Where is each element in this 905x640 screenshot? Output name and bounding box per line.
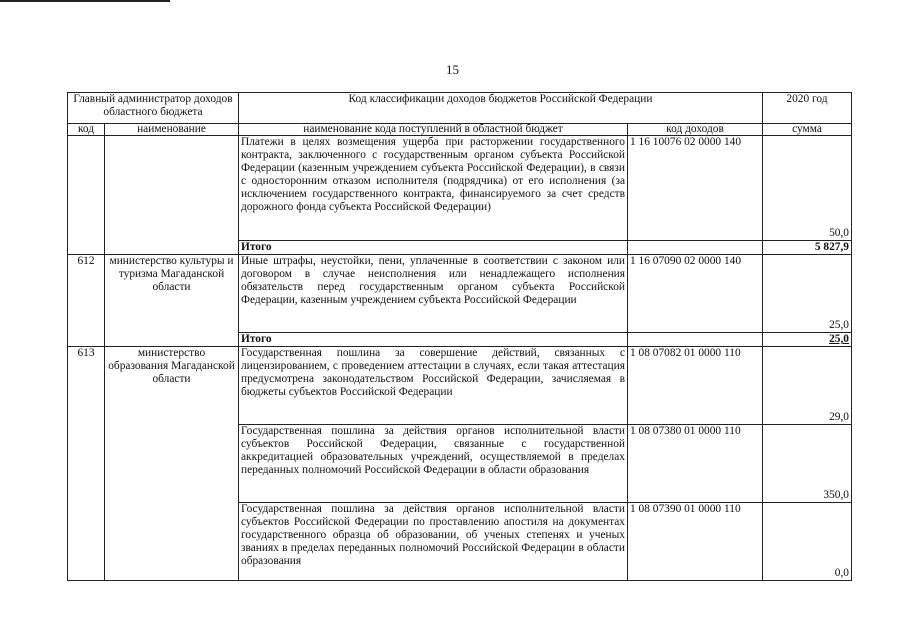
income-sum: 350,0 bbox=[763, 425, 852, 503]
income-sum: 29,0 bbox=[763, 347, 852, 425]
total-label: Итого bbox=[239, 333, 628, 347]
income-description: Государственная пошлина за действия органов исполнительной власти субъектов Российской Федерации, связанные с государственной аккредитацией образовательных учреждений, осуществляемой в пределах переданных полномочий Российской Федерации в области образования bbox=[239, 425, 628, 503]
admin-code-cell bbox=[68, 136, 105, 255]
header-col-name: наименование bbox=[105, 124, 239, 136]
income-code: 1 16 10076 02 0000 140 bbox=[628, 136, 763, 241]
total-label: Итого bbox=[239, 241, 628, 255]
income-code: 1 08 07390 01 0000 110 bbox=[628, 503, 763, 581]
table-row bbox=[68, 255, 852, 333]
income-code: 1 08 07380 01 0000 110 bbox=[628, 425, 763, 503]
table-row bbox=[68, 347, 852, 425]
income-code: 1 08 07082 01 0000 110 bbox=[628, 347, 763, 425]
total-sum: 25,0 bbox=[763, 333, 852, 347]
header-col-sum: сумма bbox=[763, 124, 852, 136]
header-row-1 bbox=[68, 93, 852, 124]
header-admin-group: Главный администратор доходов областного бюджета bbox=[68, 93, 239, 124]
table-row bbox=[68, 136, 852, 241]
income-sum: 25,0 bbox=[763, 255, 852, 333]
income-code: 1 16 07090 02 0000 140 bbox=[628, 255, 763, 333]
income-description: Государственная пошлина за совершение действий, связанных с лицензированием, с проведением аттестации в случаях, если такая аттестация предусмотрена законодательством Российской Федерации, зачисляемая в бюджеты субъектов Российской Федерации bbox=[239, 347, 628, 425]
admin-code: 612 bbox=[68, 255, 105, 347]
page-number: 15 bbox=[446, 62, 459, 77]
admin-code: 613 bbox=[68, 347, 105, 581]
income-description: Иные штрафы, неустойки, пени, уплаченные в соответствии с законом или договором в случае неисполнения или ненадлежащего исполнения обязательств перед государственным органом субъекта Российской Федерации, казенным учреждением субъекта Российской Федерации bbox=[239, 255, 628, 333]
admin-name-cell bbox=[105, 136, 239, 255]
income-description: Государственная пошлина за действия органов исполнительной власти субъектов Российской Федерации по проставлению апостиля на документах государственного образца об образовании, об ученых степенях и ученых званиях в пределах переданных полномочий Российской Федерации в области образования bbox=[239, 503, 628, 581]
admin-name: министерство образования Магаданской области bbox=[105, 347, 239, 581]
income-sum: 50,0 bbox=[763, 136, 852, 241]
income-description: Платежи в целях возмещения ущерба при расторжении государственного контракта, заключенного с государственным органом субъекта Российской Федерации (казенным учреждением субъекта Российской Федерации), в связи с односторонним отказом исполнителя (подрядчика) от его исполнения (за исключением государственного контракта, финансируемого за счет средств дорожного фонда субъекта Российской Федерации) bbox=[239, 136, 628, 241]
total-empty-cell bbox=[628, 333, 763, 347]
revenue-table bbox=[67, 92, 852, 581]
top-rule bbox=[0, 0, 170, 2]
header-col-income-code: код доходов bbox=[628, 124, 763, 136]
total-sum: 5 827,9 bbox=[763, 241, 852, 255]
header-classification: Код классификации доходов бюджетов Российской Федерации bbox=[239, 93, 763, 124]
header-col-income-name: наименование кода поступлений в областной бюджет bbox=[239, 124, 628, 136]
total-empty-cell bbox=[628, 241, 763, 255]
income-sum: 0,0 bbox=[763, 503, 852, 581]
header-row-2 bbox=[68, 124, 852, 136]
header-year: 2020 год bbox=[763, 93, 852, 124]
admin-name: министерство культуры и туризма Магаданской области bbox=[105, 255, 239, 347]
header-col-code: код bbox=[68, 124, 105, 136]
